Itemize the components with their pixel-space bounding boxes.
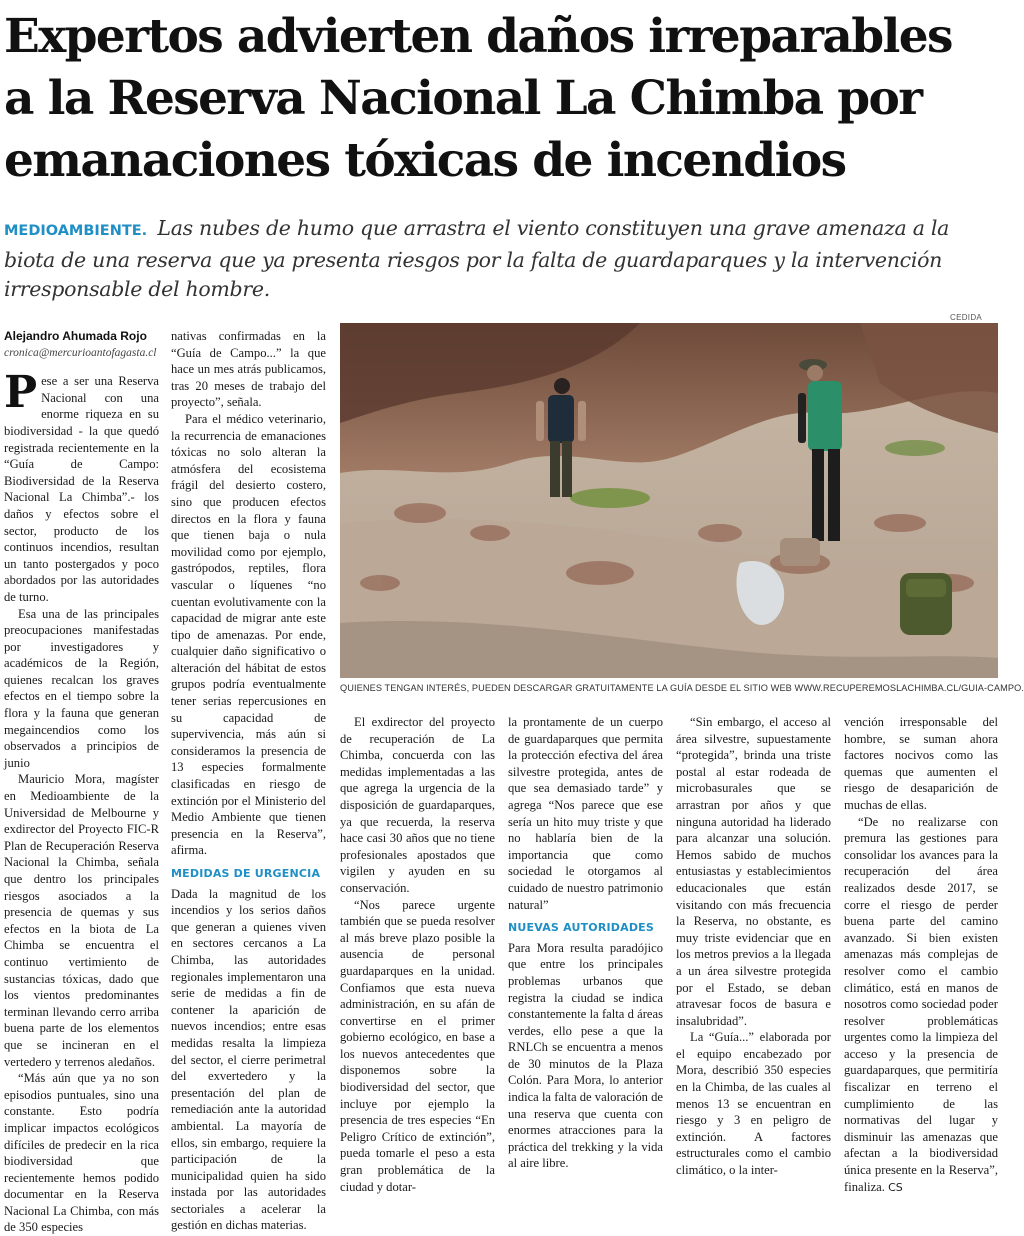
subheading-medidas: MEDIDAS DE URGENCIA bbox=[171, 867, 321, 880]
paragraph: Mauricio Mora, magíster en Medioambiente de la Universidad de Melbourne y exdirector del Proyecto FIC-R Plan de Recuperación Reserva Nacional la Chimba, señala que dentro los principales riesgos asociados a la presencia de quemas y sus efectos en la biota de La Chimba se encuentra el continuo vertimiento de sustancias tóxicas, dado que los vientos predominantes terminan llevando cerro arriba buena parte de los elementos que se incineran en el vertedero y terrenos aledaños. bbox=[4, 772, 159, 1069]
photo-credit: CEDIDA bbox=[950, 313, 983, 322]
paragraph: Dada la magnitud de los incendios y los serios daños que generan a quienes viven en sectores cercanos a La Chimba, las autoridades regionales implementaron una serie de medidas a fin de contener la aparición de nuevos incendios; entre esas medidas resalta la limpieza del sector, el cierre perimetral del exvertedero y la presentación del plan de remediación ante la autoridad ambiental. La mayoría de ellos, sin embargo, requiere la participación de la municipalidad quien ha sido instada por las autoridades sectoriales a acelerar la gestión en dichas materias. bbox=[171, 886, 326, 1233]
article-column-4 bbox=[508, 714, 663, 1171]
article-column-3 bbox=[340, 714, 495, 1194]
article-column-1 bbox=[4, 328, 159, 1235]
paragraph: Pese a ser una Reserva Nacional con una enorme riqueza en su biodiversidad - la que quedó registrada recientemente en la “Guía de Campo: Biodiversidad de la Reserva Nacional La Chimba”.- los daños y efectos sobre el sector, producto de los continuos incendios, resultan un tanto postergados y poco abordados por las autoridades de turno. bbox=[4, 367, 159, 604]
headline bbox=[4, 6, 996, 192]
paragraph: nativas confirmadas en la “Guía de Campo...” la que hace un mes atrás publicamos, tras 20 meses de trabajo del proyecto”, señala. bbox=[171, 329, 326, 410]
paragraph: “Sin embargo, el acceso al área silvestre, supuestamente “protegida”, brinda una triste postal al estar rodeada de microbasurales que se arrastran por años y que ninguna autoridad ha liderado para alcanzar una solución. Hemos sabido de muchos entusiastas y establecimientos educacionales que están visitando con más frecuencia la Reserva, no obstante, es muy triste evidenciar que en los metros previos a la llegada a un área silvestre protegida por el Estado, se deban atravesar focos de basura e insalubridad”. bbox=[676, 715, 831, 1028]
dek bbox=[4, 214, 994, 304]
drop-cap: P bbox=[4, 367, 38, 419]
paragraph: Para Mora resulta paradójico que entre los principales problemas urbanos que registra la ciudad se indica constantemente la falta d áreas verdes, ello pese a que la RNLCh se encuentra a menos de 30 minutos de la Plaza Colón. Para Mora, lo anterior indica la falta de valoración de una reserva que cuenta con enormes atracciones para la práctica del trekking y la vida al aire libre. bbox=[508, 940, 663, 1171]
headline-line-2: a la Reserva Nacional La Chimba por bbox=[4, 71, 922, 126]
section-label: MEDIOAMBIENTE. bbox=[4, 223, 148, 239]
paragraph: La “Guía...” elaborada por el equipo encabezado por Mora, describió 350 especies en la Chimba, de las cuales al menos 13 se encuentran en riesgo y 3 en peligro de extinción. A factores estructurales como el cambio climático, o la inter- bbox=[676, 1030, 831, 1178]
article-column-6 bbox=[844, 714, 998, 1194]
photo bbox=[340, 323, 998, 678]
byline-email: cronica@mercurioantofagasta.cl bbox=[4, 346, 157, 359]
headline-line-1: Expertos advierten daños irreparables bbox=[4, 9, 952, 64]
end-mark: CS bbox=[888, 1180, 903, 1194]
paragraph: la prontamente de un cuerpo de guardaparques que permita la protección efectiva del área silvestre protegida, antes de que sea demasiado tarde” y agrega “Nos parece que ese sería un hito muy triste y que no hablaría bien de la importancia que como sociedad le otorgamos al cuidado de nuestro patrimonio natural” bbox=[508, 715, 663, 912]
subheading-nuevas-autoridades: NUEVAS AUTORIDADES bbox=[508, 921, 655, 935]
photo-caption: QUIENES TENGAN INTERÉS, PUEDEN DESCARGAR GRATUITAMENTE LA GUÍA DESDE EL SITIO WEB WWW.RECUPEREMOSLACHIMBA.CL/GUIA-CAMPO. bbox=[340, 683, 1024, 693]
paragraph: vención irresponsable del hombre, se suman ahora factores nocivos como las quemas que aumenten el riesgo de desaparición de muchas de ellas. bbox=[844, 715, 998, 812]
paragraph: “Más aún que ya no son episodios puntuales, sino una constante. Esto podría implicar impactos ecológicos difíciles de predecir en la rica biodiversidad que recientemente hemos podido documentar en la Reserva Nacional La Chimba, con más de 350 especies bbox=[4, 1071, 159, 1235]
photo-illustration bbox=[340, 323, 998, 678]
paragraph: Esa una de las principales preocupaciones manifestadas por investigadores y académicos de la Región, quienes recalcan los graves efectos en el tiempo sobre la flora y la fauna que generan megaincendios como los observados a principios de junio bbox=[4, 606, 159, 770]
article-column-5 bbox=[676, 714, 831, 1178]
headline-line-3: emanaciones tóxicas de incendios bbox=[4, 133, 846, 188]
paragraph: Para el médico veterinario, la recurrencia de emanaciones tóxicas no solo alteran la atmósfera del ecosistema frágil del desierto costero, sino que producen efectos directos en la flora y fauna que tienen baja o nula movilidad como por ejemplo, gastrópodos, reptiles, flora vascular o líquenes “no cuentan evolutivamente con la capacidad de migrar ante este tipo de amenazas. Por ende, cualquier daño significativo o alteración del hábitat de estos grupos podría eventualmente tener serias repercusiones en su capacidad de supervivencia, más aún si consideramos la presencia de 13 especies formalmente clasificadas en riesgo de extinción por el Ministerio del Medio Ambiente que tienen presencia en la Reserva”, afirma. bbox=[171, 411, 326, 858]
paragraph: El exdirector del proyecto de recuperación de La Chimba, concuerda con las medidas implementadas a las que agrega la urgencia de la disposición de guardaparques, ya que recuerda, la reserva hace casi 30 años que no tiene profesionales apostados que vigilen y ayuden en su conservación. bbox=[340, 715, 495, 895]
byline-name: Alejandro Ahumada Rojo bbox=[4, 329, 147, 343]
paragraph: “De no realizarse con premura las gestiones para consolidar los avances para la recuperación del área realizados desde 2017, se corre el riesgo de perder buena parte del camino avanzado. Si bien existen amenazas más complejas de resolver como el cambio climático, está en manos de nosotros como sociedad poder resolver problemáticas urgentes como la limpieza del acceso y la presencia de guardaparques, que permitiría fiscalizar en terreno el cumplimiento de las normativas del lugar y disminuir las amenazas que afectan a la biodiversidad única presente en la Reserva”, finaliza. CS bbox=[844, 814, 998, 1194]
dek-text: Las nubes de humo que arrastra el viento constituyen una grave amenaza a la biota de una reserva que ya presenta riesgos por la falta de guardaparques y la intervención irresponsable del hombre. bbox=[4, 216, 950, 301]
article-column-2 bbox=[171, 328, 326, 1233]
paragraph: “Nos parece urgente también que se pueda resolver al más breve plazo posible la ausencia de personal guardaparques en la unidad. Confiamos que esta nueva administración, en su afán de convertirse en el primer gobierno ecológico, en base a los nuevos antecedentes que disponemos sobre la biodiversidad del sector, que incluye por ejemplo la presencia de tres especies “En Peligro Crítico de extinción”, pueda tomarle el peso a esta gran problemática de la ciudad y dotar- bbox=[340, 897, 495, 1194]
